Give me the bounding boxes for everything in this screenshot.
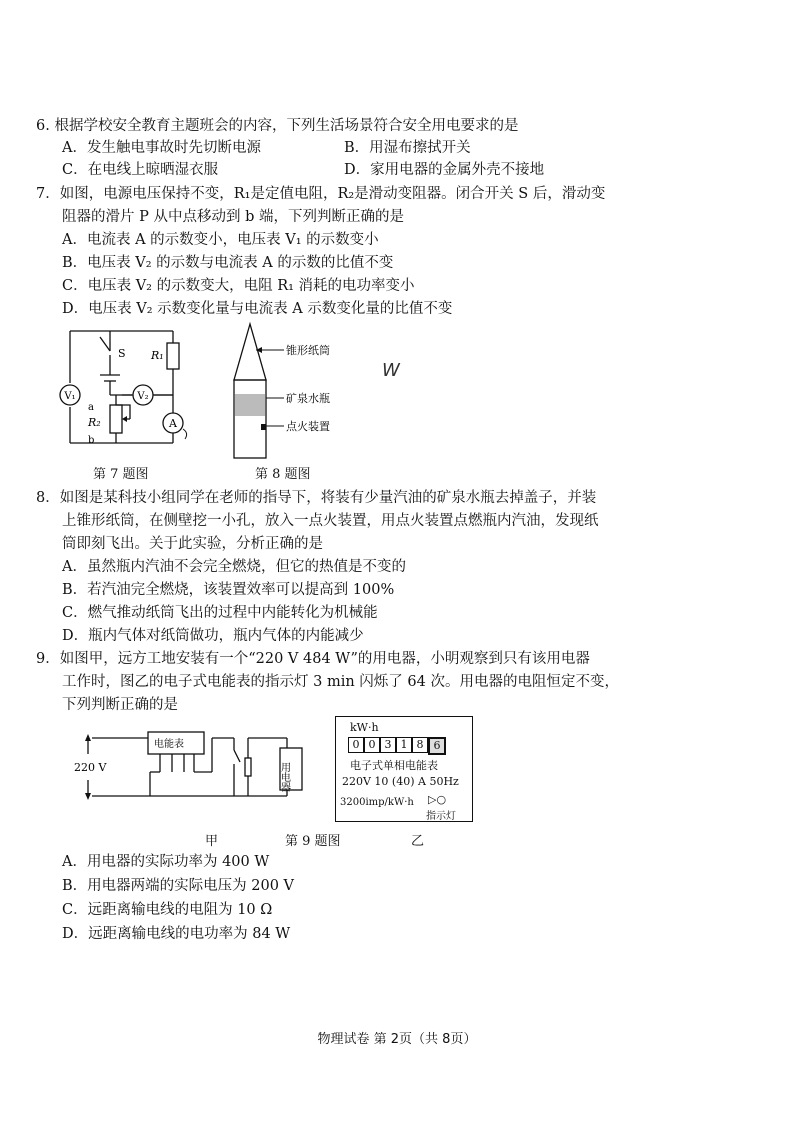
fig9-yi-label: 乙 (411, 834, 425, 849)
fig9-appliance-label: 用电器 (278, 762, 290, 792)
meter-title: 电子式单相电能表 (350, 759, 438, 772)
q7-option-c: C．电压表 V₂ 的示数变大，电阻 R₁ 消耗的电功率变小 (62, 278, 415, 294)
q8-option-b: B．若汽油完全燃烧，该装置效率可以提高到 100% (62, 582, 395, 598)
fig9-caption: 第 9 题图 (285, 834, 341, 849)
fig7-switch-label: S (118, 347, 126, 360)
fig9-energy-meter-panel (335, 716, 473, 822)
q9-option-b: B．用电器两端的实际电压为 200 V (62, 878, 295, 894)
q6-option-d: D．家用电器的金属外壳不接地 (344, 162, 545, 178)
meter-unit: kW·h (350, 721, 379, 734)
q7-stem-line1: 7．如图，电源电压保持不变，R₁是定值电阻，R₂是滑动变阻器。闭合开关 S 后，滑动变 (36, 186, 606, 202)
meter-digit: 0 (364, 737, 380, 753)
fig7-ammeter-label: A (169, 417, 177, 430)
indicator-lamp-icon: ▷○ (428, 793, 447, 806)
fig7-v2-label: V₂ (137, 391, 149, 402)
q9-option-c: C．远距离输电线的电阻为 10 Ω (62, 902, 273, 918)
q9-stem-line1: 9．如图甲，远方工地安装有一个“220 V 484 W”的用电器，小明观察到只有该用电器 (36, 651, 590, 667)
fig9-voltage-label: 220 V (74, 761, 107, 774)
q8-stem-line2: 上锥形纸筒，在侧壁挖一小孔，放入一点火装置，用点火装置点燃瓶内汽油，发现纸 (62, 513, 599, 529)
page-footer: 物理试卷 第 2页（共 8页） (317, 1032, 477, 1047)
q8-option-d: D．瓶内气体对纸筒做功，瓶内气体的内能减少 (62, 628, 364, 644)
q6-option-a: A．发生触电事故时先切断电源 (62, 140, 261, 156)
meter-digit: 0 (348, 737, 364, 753)
fig9-meter-box-label: 电能表 (154, 739, 184, 750)
meter-digit-decimal: 6 (428, 737, 446, 755)
meter-digit-row (348, 737, 446, 755)
fig7-r1-label: R₁ (151, 349, 164, 362)
margin-handwritten-mark: W (382, 360, 400, 381)
q9-stem-line2: 工作时，图乙的电子式电能表的指示灯 3 min 闪烁了 64 次。用电器的电阻恒定不变， (62, 674, 619, 690)
fig7-end-a: a (88, 402, 94, 413)
q6-option-c: C．在电线上晾晒湿衣服 (62, 162, 219, 178)
q9-option-a: A．用电器的实际功率为 400 W (62, 854, 270, 870)
q8-option-c: C．燃气推动纸筒飞出的过程中内能转化为机械能 (62, 605, 378, 621)
q8-option-a: A．虽然瓶内汽油不会完全燃烧，但它的热值是不变的 (62, 559, 406, 575)
fig9-wiring-diagram (72, 724, 322, 824)
q9-option-d: D．远距离输电线的电功率为 84 W (62, 926, 291, 942)
fig7-end-b: b (88, 435, 95, 446)
q8-stem-line3: 筒即刻飞出。关于此实验，分析正确的是 (62, 536, 323, 552)
fig8-bottle-label: 矿泉水瓶 (286, 392, 330, 405)
fig7-r2-label: R₂ (88, 416, 101, 429)
fig8-cone-label: 锥形纸筒 (286, 344, 330, 357)
q6-stem: 6. 根据学校安全教育主题班会的内容，下列生活场景符合安全用电要求的是 (36, 118, 519, 134)
meter-digit: 3 (380, 737, 396, 753)
q7-option-a: A．电流表 A 的示数变小，电压表 V₁ 的示数变小 (62, 232, 379, 248)
fig7-v1-label: V₁ (64, 391, 76, 402)
meter-constant: 3200imp/kW·h (340, 797, 414, 808)
meter-spec: 220V 10 (40) A 50Hz (342, 775, 459, 788)
q8-stem-line1: 8．如图是某科技小组同学在老师的指导下，将装有少量汽油的矿泉水瓶去掉盖子，并装 (36, 490, 597, 506)
fig7-circuit-diagram (48, 325, 218, 460)
q6-option-b: B．用湿布擦拭开关 (344, 140, 471, 156)
q7-option-b: B．电压表 V₂ 的示数与电流表 A 的示数的比值不变 (62, 255, 394, 271)
fig8-igniter-label: 点火装置 (286, 420, 330, 433)
meter-indicator-label: 指示灯 (426, 811, 456, 822)
q7-option-d: D．电压表 V₂ 示数变化量与电流表 A 示数变化量的比值不变 (62, 301, 453, 317)
fig8-caption: 第 8 题图 (255, 467, 311, 482)
fig9-jia-label: 甲 (205, 834, 219, 849)
fig8-bottle-diagram (228, 322, 378, 462)
meter-digit: 1 (396, 737, 412, 753)
fig7-caption: 第 7 题图 (93, 467, 149, 482)
q9-stem-line3: 下列判断正确的是 (62, 697, 178, 713)
q7-stem-line2: 阻器的滑片 P 从中点移动到 b 端，下列判断正确的是 (62, 209, 404, 225)
meter-digit: 8 (412, 737, 428, 753)
